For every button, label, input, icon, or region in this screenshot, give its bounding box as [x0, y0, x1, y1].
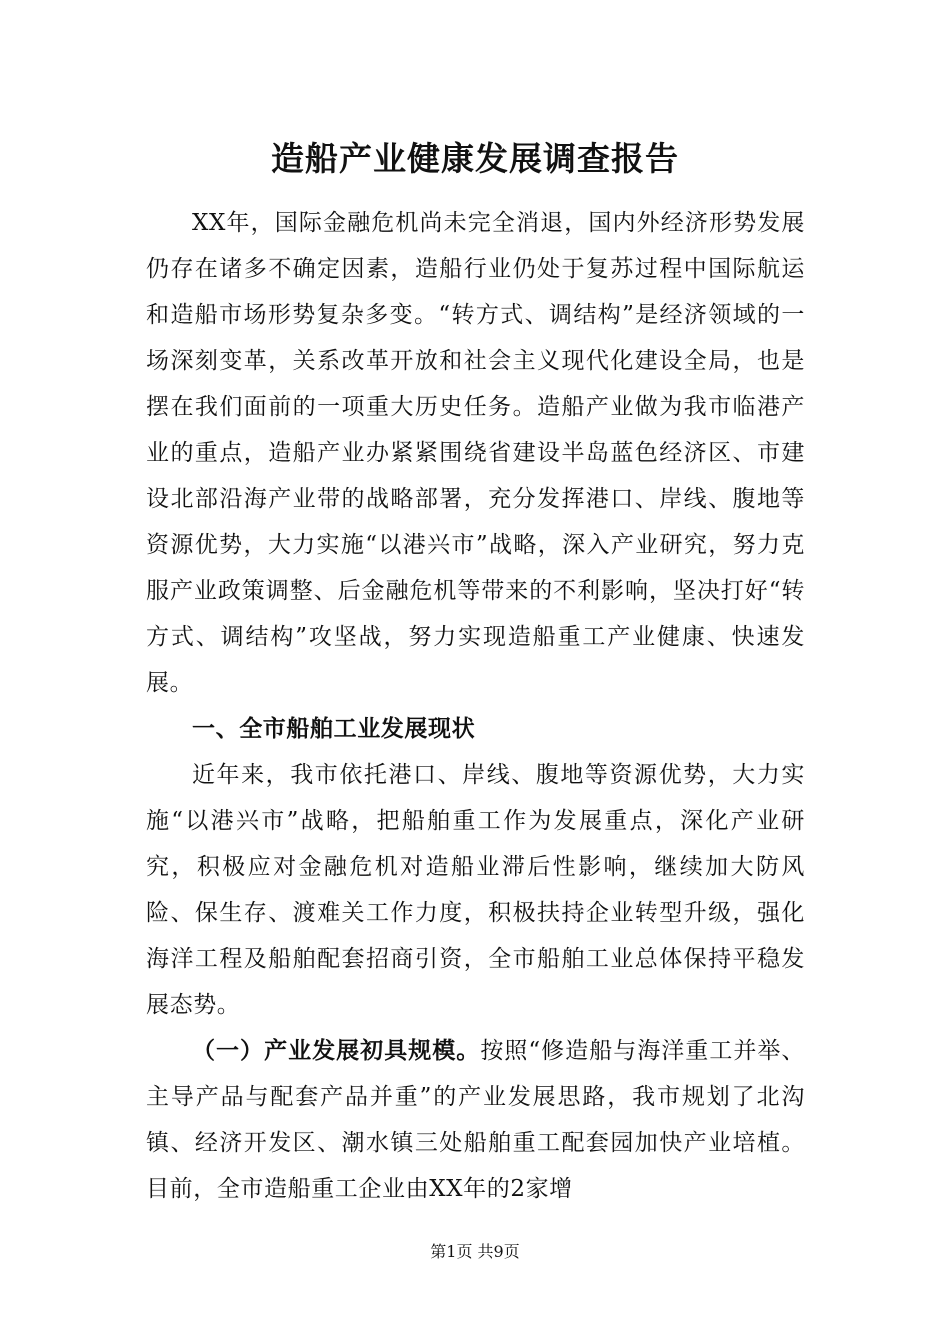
subsection-lead: （一）产业发展初具规模。: [192, 1038, 481, 1064]
document-title: 造船产业健康发展调查报告: [271, 139, 679, 178]
section-heading: 一、全市船舶工业发展现状: [192, 716, 476, 742]
page-footer: 第1页 共9页: [430, 1242, 520, 1261]
document-body: [146, 200, 805, 1212]
subsection-text: 按照“修造船与海洋重工并举、主导产品与配套产品并重”的产业发展思路，我市规划了北沟镇、经济开发区、潮水镇三处船舶重工配套园加快产业培植。目前，全市造船重工企业由XX年的2家增: [146, 1038, 805, 1202]
section-paragraph: 近年来，我市依托港口、岸线、腹地等资源优势，大力实施“以港兴市”战略，把船舶重工作为发展重点，深化产业研究，积极应对金融危机对造船业滞后性影响，继续加大防风险、保生存、渡难关工作力度，积极扶持企业转型升级，强化海洋工程及船舶配套招商引资，全市船舶工业总体保持平稳发展态势。: [146, 762, 805, 1018]
intro-paragraph: XX年，国际金融危机尚未完全消退，国内外经济形势发展仍存在诸多不确定因素，造船行业仍处于复苏过程中国际航运和造船市场形势复杂多变。“转方式、调结构”是经济领域的一场深刻变革，关系改革开放和社会主义现代化建设全局，也是摆在我们面前的一项重大历史任务。造船产业做为我市临港产业的重点，造船产业办紧紧围绕省建设半岛蓝色经济区、市建设北部沿海产业带的战略部署，充分发挥港口、岸线、腹地等资源优势，大力实施“以港兴市”战略，深入产业研究，努力克服产业政策调整、后金融危机等带来的不利影响，坚决打好“转方式、调结构”攻坚战，努力实现造船重工产业健康、快速发展。: [146, 210, 805, 696]
subsection-paragraph: [146, 1028, 805, 1212]
